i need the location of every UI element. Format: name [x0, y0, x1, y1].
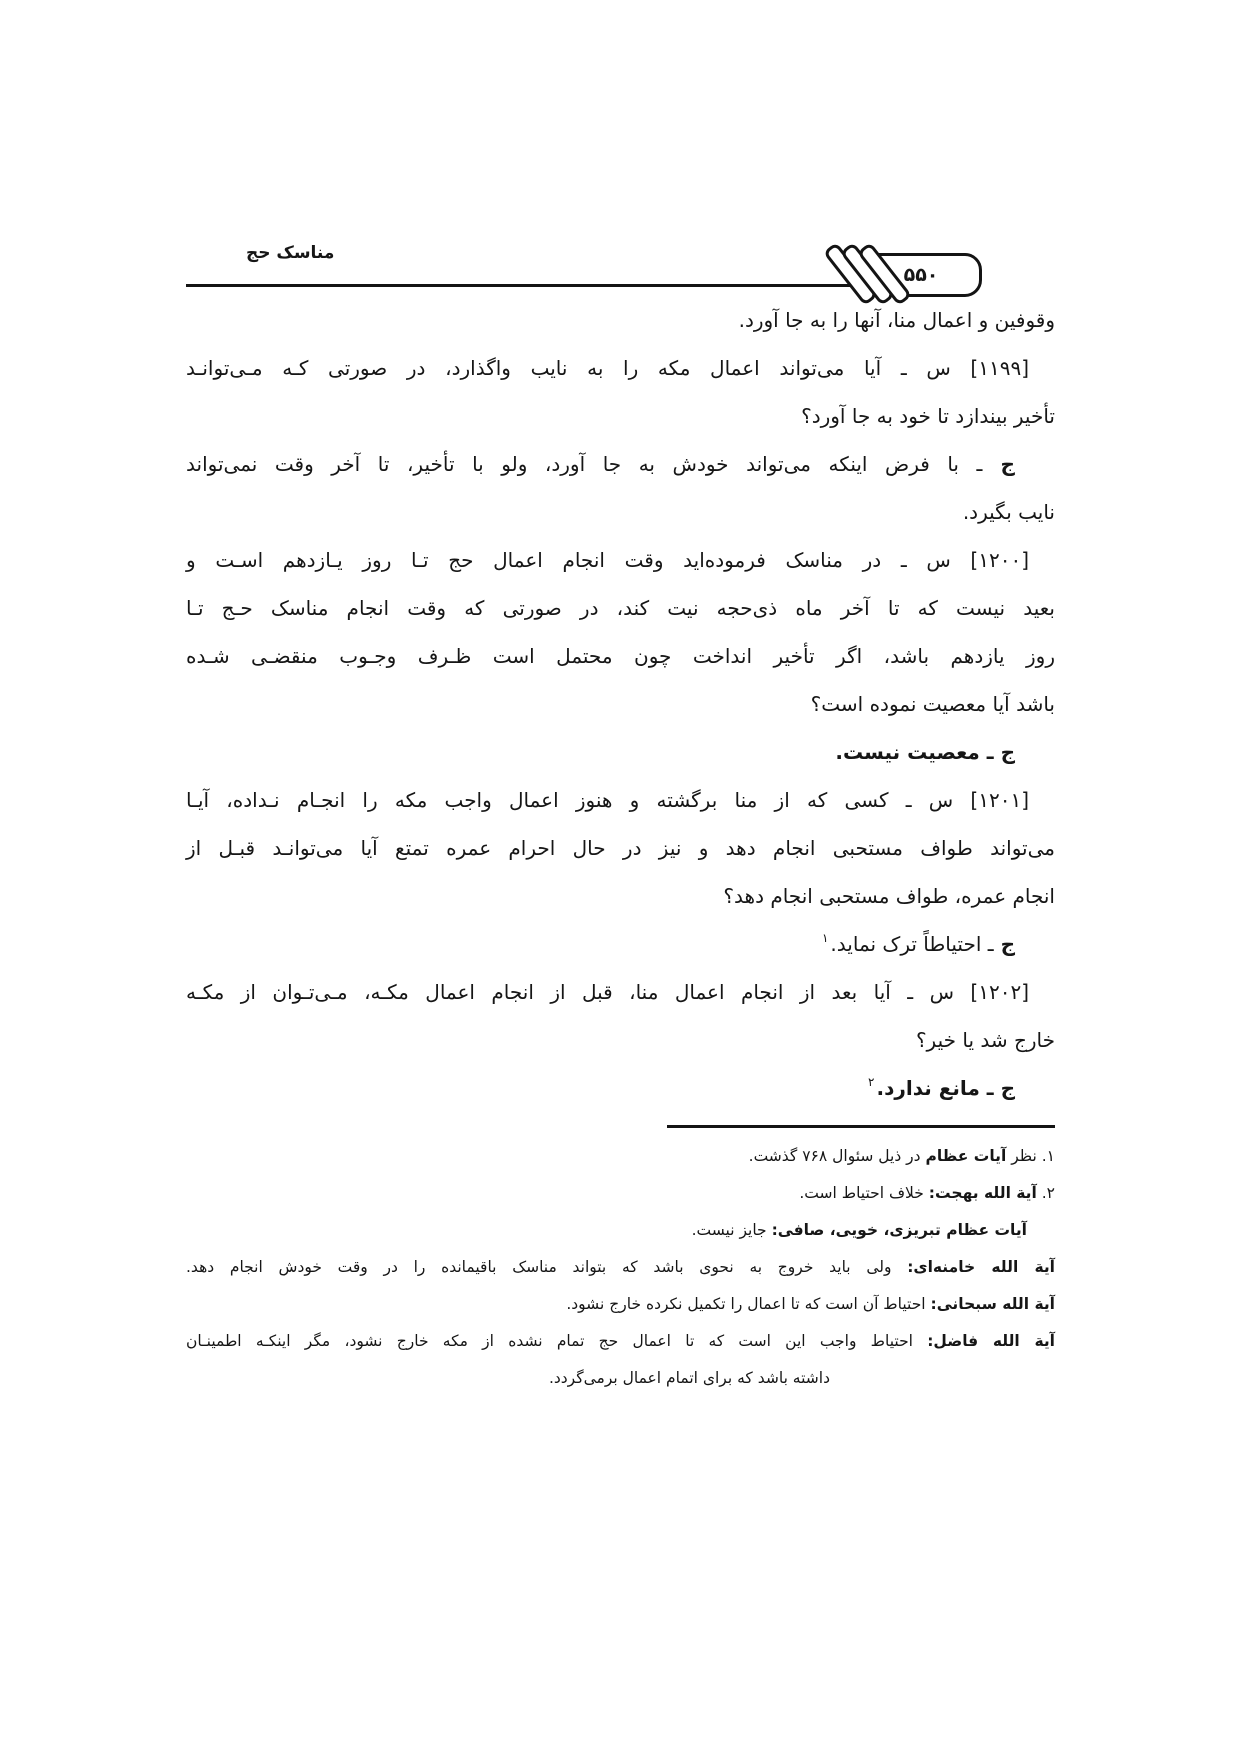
body-line-continuation [186, 296, 1055, 344]
body-line-answer-cont [186, 488, 1055, 536]
footnote-reference-mark: ۱ [821, 931, 829, 945]
text-segment: ـ با فرض اینکه می‌تواند خودش به جا آورد، ولو با تأخیر، تا آخر وقت نمی‌تواند [186, 452, 983, 476]
text-segment: احتیاط واجب این است که تا اعمال حج تمام نشده از مکه خارج نشود، مگر اینکـه اطمینـان [186, 1332, 928, 1350]
text-segment: [۱۲۰۱] س ـ کسی که از منا برگشته و هنوز اعمال واجب مکه را انجـام نـداده، آیـا [186, 788, 1029, 812]
body-line-answer-start [186, 440, 1055, 488]
text-segment: آیة الله بهجت: [928, 1184, 1037, 1202]
footnote-line [186, 1212, 1055, 1249]
body-line-question-cont [186, 1016, 1055, 1064]
text-segment: بعید نیست که تا آخر ماه ذی‌حجه نیت کند، در صورتی که وقت انجام مناسک حـج تـا [186, 596, 1055, 620]
text-segment: ـ احتیاطاً ترک نماید. [830, 932, 994, 956]
body-line-answer-start [186, 728, 1055, 776]
text-segment: ج ـ معصیت نیست. [835, 740, 1015, 764]
footnote-line [186, 1175, 1055, 1212]
body-text [186, 296, 1055, 1112]
text-segment: [۱۲۰۰] س ـ در مناسک فرموده‌اید وقت انجام اعمال حج تـا روز یـازدهم اسـت و [186, 548, 1029, 572]
text-segment: تأخیر بیندازد تا خود به جا آورد؟ [801, 404, 1055, 428]
main-text-column [186, 296, 1055, 1397]
body-line-question-cont [186, 584, 1055, 632]
body-line-question-start [186, 776, 1055, 824]
body-line-question-start [186, 344, 1055, 392]
text-segment: آیات عظام [925, 1147, 1007, 1165]
text-segment: در ذیل سئوال ۷۶۸ گذشت. [748, 1147, 926, 1165]
text-segment: ج ـ مانع ندارد. [876, 1076, 1015, 1100]
text-segment: خلاف احتیاط است. [799, 1184, 929, 1202]
text-segment: ۲. [1036, 1184, 1055, 1202]
footnotes [186, 1138, 1055, 1397]
text-segment: وقوفین و اعمال منا، آنها را به جا آورد. [738, 308, 1055, 332]
text-segment: ولی باید خروج به نحوی باشد که بتواند مناسک باقیمانده را در وقت خودش انجام دهد. [186, 1258, 908, 1276]
footnote-line [186, 1138, 1055, 1175]
body-line-question-start [186, 968, 1055, 1016]
text-segment: نایب بگیرد. [962, 500, 1055, 524]
text-segment: ۱. نظر [1006, 1147, 1055, 1165]
text-segment: خارج شد یا خیر؟ [915, 1028, 1055, 1052]
text-segment: می‌تواند طواف مستحبی انجام دهد و نیز در حال احرام عمره تمتع آیا می‌توانـد قبـل از [186, 836, 1055, 860]
footnote-line [186, 1360, 1055, 1397]
body-line-question-cont [186, 824, 1055, 872]
body-line-question-start [186, 536, 1055, 584]
body-line-question-cont [186, 632, 1055, 680]
body-line-question-cont [186, 392, 1055, 440]
text-segment: آیة الله فاضل: [927, 1332, 1055, 1350]
running-head-book-title: مناسک حج [246, 243, 335, 263]
header-rule [186, 284, 886, 287]
body-line-question-cont [186, 680, 1055, 728]
text-segment: [۱۲۰۲] س ـ آیا بعد از انجام اعمال منا، قبل از انجام اعمال مکـه، مـی‌تـوان از مکـه [186, 980, 1029, 1004]
footnote-line [186, 1323, 1055, 1360]
text-segment: انجام عمره، طواف مستحبی انجام دهد؟ [723, 884, 1055, 908]
text-segment: داشته باشد که برای اتمام اعمال برمی‌گردد. [548, 1369, 830, 1387]
body-line-answer-start [186, 1064, 1055, 1112]
footnote-reference-mark: ۲ [868, 1075, 875, 1089]
body-line-answer-start [186, 920, 1055, 968]
text-segment: ج [982, 452, 1015, 476]
text-segment: [۱۱۹۹] س ـ آیا می‌تواند اعمال مکه را به نایب واگذارد، در صورتی کـه مـی‌توانـد [186, 356, 1029, 380]
page-number: ۵۵۰ [903, 264, 939, 286]
text-segment: جایز نیست. [691, 1221, 772, 1239]
text-segment: آیة الله خامنه‌ای: [907, 1258, 1055, 1276]
text-segment: روز یازدهم باشد، اگر تأخیر انداخت چون محتمل است ظـرف وجـوب منقضـی شـده [186, 644, 1055, 668]
text-segment: ج [993, 932, 1015, 956]
text-segment: آیات عظام تبریزی، خویی، صافی: [771, 1221, 1027, 1239]
footnote-separator [667, 1125, 1055, 1128]
footnote-line [186, 1286, 1055, 1323]
text-segment: احتیاط آن است که تا اعمال را تکمیل نکرده خارج نشود. [566, 1295, 931, 1313]
text-segment: باشد آیا معصیت نموده است؟ [810, 692, 1055, 716]
text-segment: آیة الله سبحانی: [930, 1295, 1055, 1313]
footnote-line [186, 1249, 1055, 1286]
body-line-question-cont [186, 872, 1055, 920]
